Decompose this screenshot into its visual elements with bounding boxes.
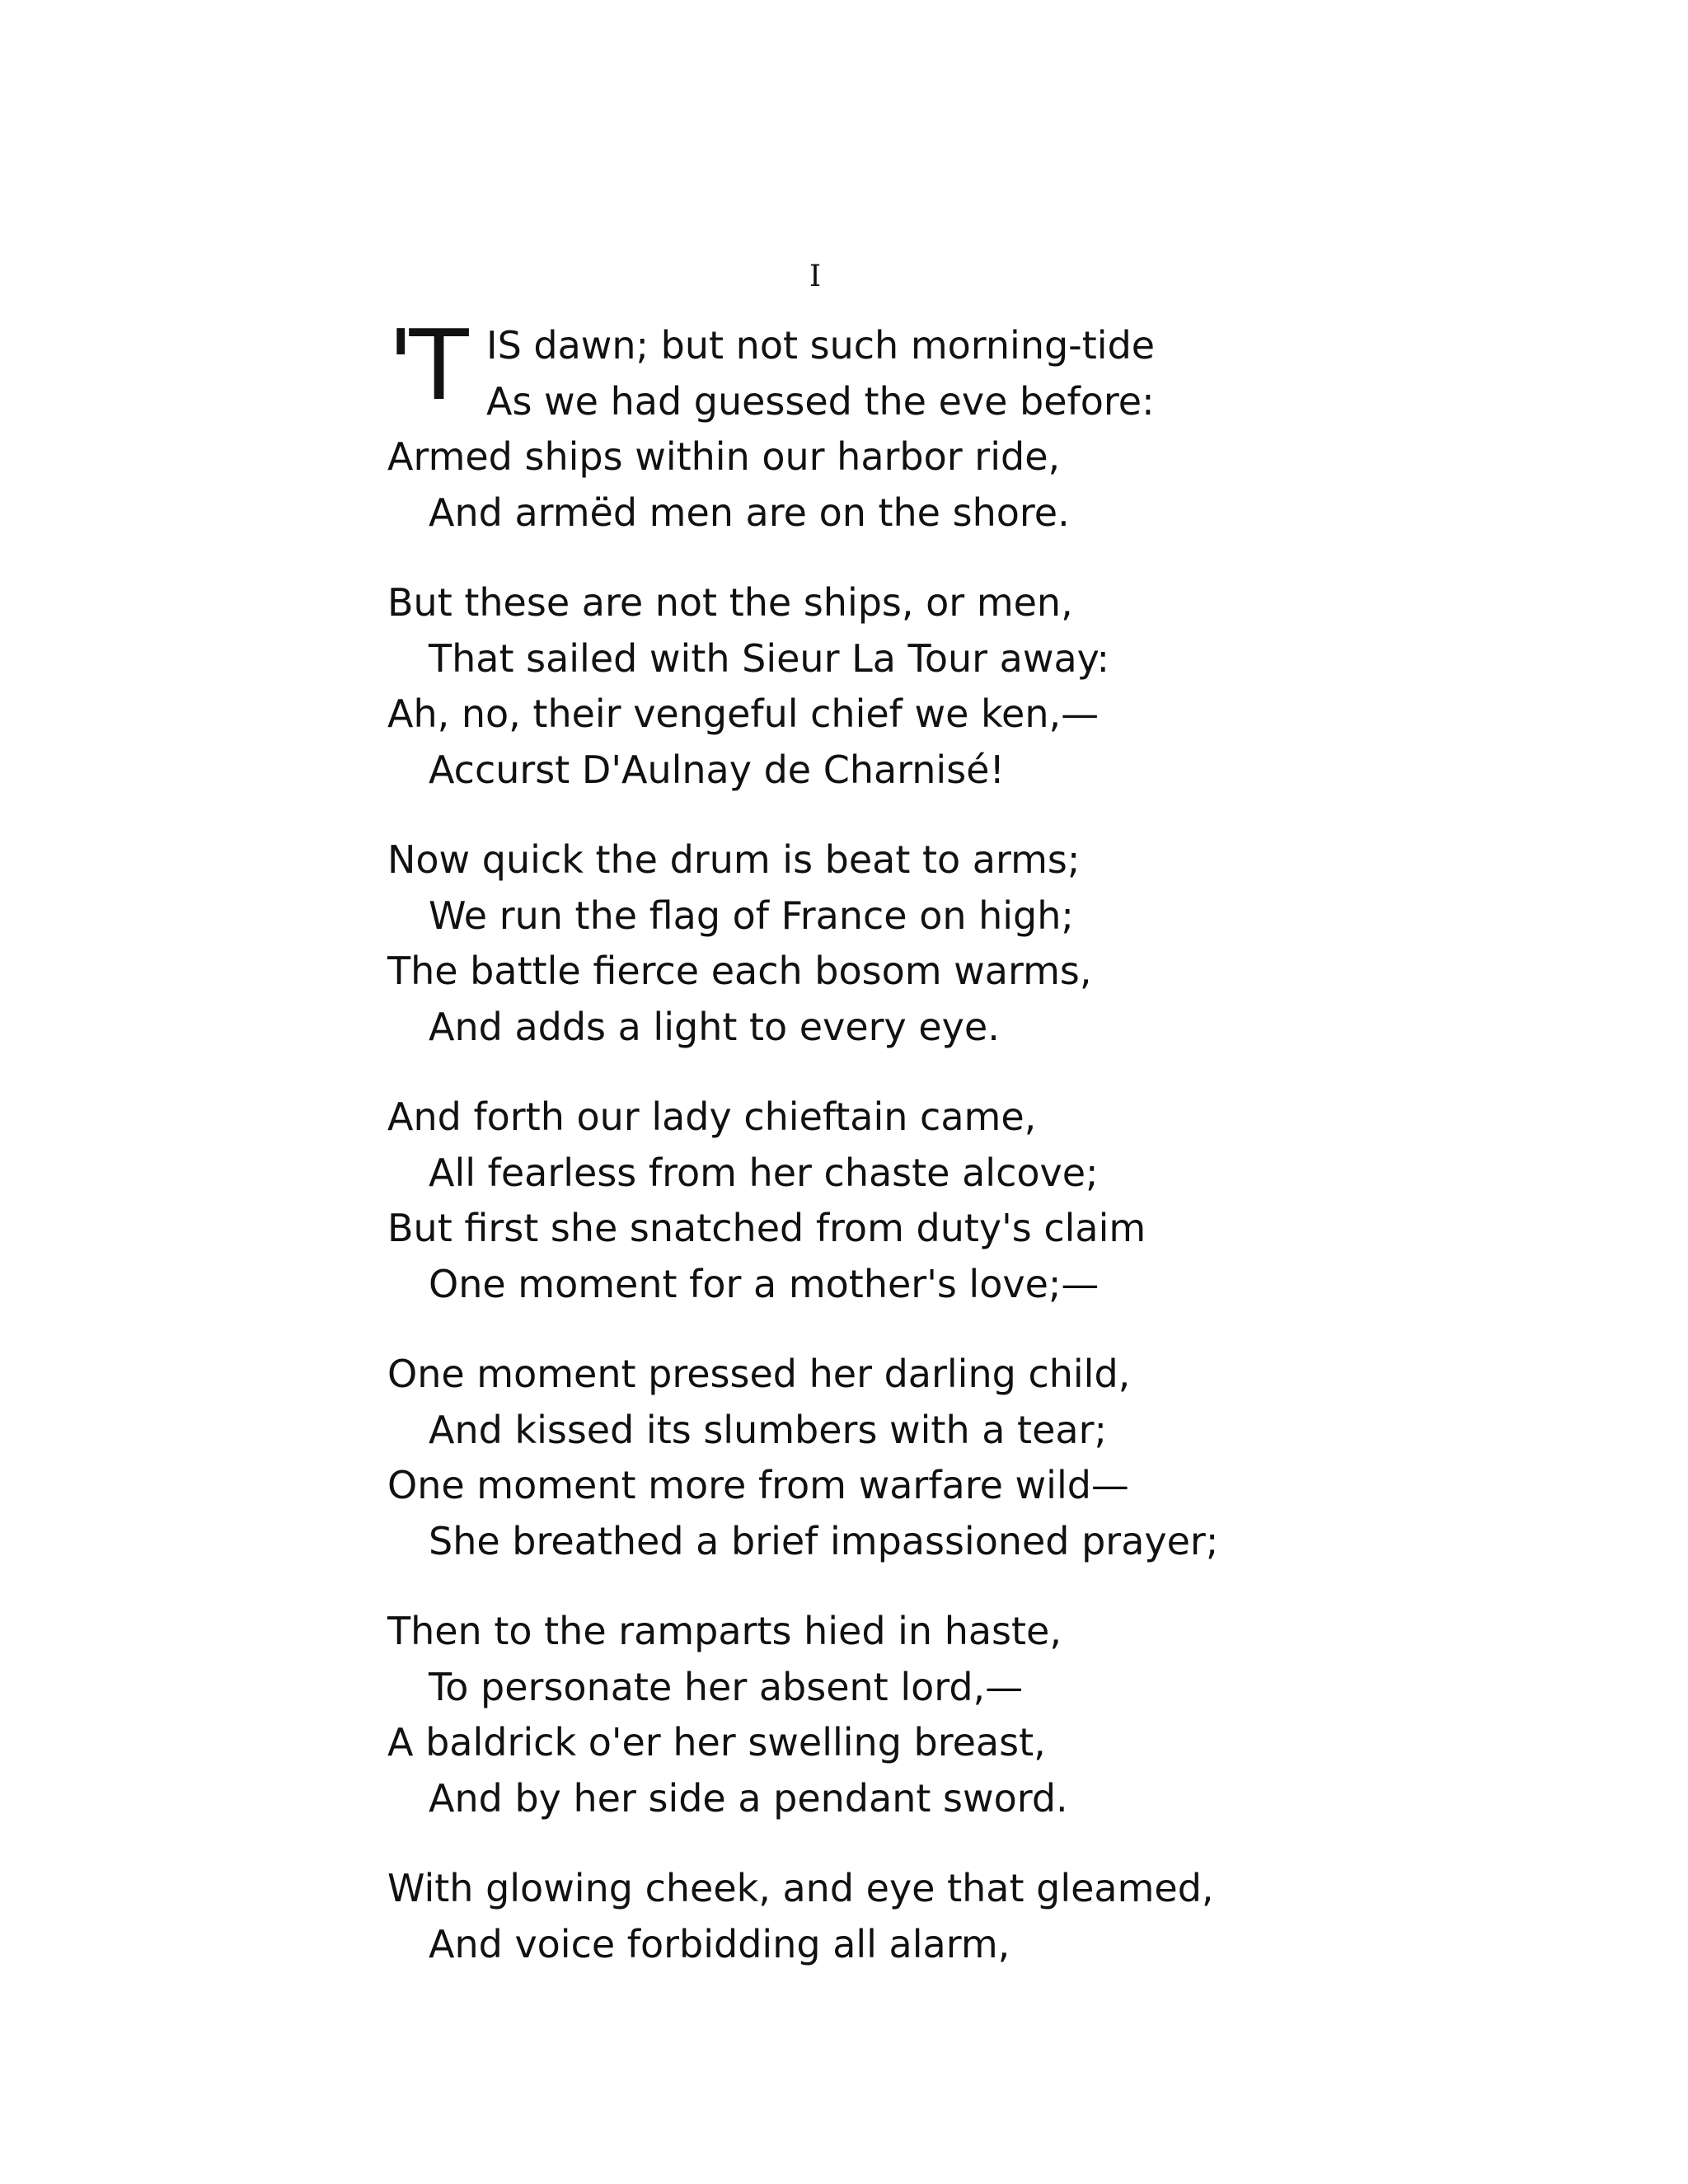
poem-line: And forth our lady chieftain came, (387, 1094, 1037, 1139)
poem-line: And adds a light to every eye. (429, 1004, 1000, 1049)
poem-line: One moment more from warfare wild— (387, 1463, 1129, 1507)
drop-cap: 'T (387, 308, 464, 422)
stanza (387, 575, 1376, 798)
stanza (387, 1090, 1376, 1312)
poem-line: We run the flag of France on high; (429, 893, 1074, 938)
poem-line: As we had guessed the eve before: (486, 378, 1155, 424)
poem-line: A baldrick o'er her swelling breast, (387, 1720, 1046, 1765)
poem-line: One moment pressed her darling child, (387, 1352, 1131, 1396)
poem-line: And kissed its slumbers with a tear; (429, 1407, 1107, 1452)
poem-line: With glowing cheek, and eye that gleamed, (387, 1866, 1214, 1910)
poem-line: The battle fierce each bosom warms, (387, 949, 1092, 993)
stanza (387, 1347, 1376, 1569)
poem-line: To personate her absent lord,— (429, 1664, 1024, 1709)
poem-line: IS dawn; but not such morning-tide (486, 323, 1156, 368)
poem-line: Accurst D'Aulnay de Charnisé! (429, 747, 1005, 792)
poem-line: And by her side a pendant sword. (429, 1775, 1068, 1821)
poem-line: And armëd men are on the shore. (429, 490, 1070, 535)
poem-body (387, 308, 1376, 2007)
stanza (387, 832, 1376, 1055)
stanza (387, 308, 1376, 541)
poem-line: Now quick the drum is beat to arms; (387, 837, 1081, 882)
section-numeral: I (809, 260, 822, 293)
poem-line: Then to the ramparts hied in haste, (387, 1609, 1062, 1653)
poem-line: But first she snatched from duty's claim (387, 1206, 1146, 1250)
poem-line: She breathed a brief impassioned prayer; (429, 1518, 1219, 1563)
poem-line: But these are not the ships, or men, (387, 580, 1073, 625)
poem-line: And voice forbidding all alarm, (429, 1921, 1010, 1966)
poem-line: Armed ships within our harbor ride, (387, 434, 1061, 479)
poem-line: All fearless from her chaste alcove; (429, 1150, 1099, 1195)
poem-line: Ah, no, their vengeful chief we ken,— (387, 691, 1100, 736)
poem-line: That sailed with Sieur La Tour away: (429, 635, 1110, 681)
stanza (387, 1861, 1376, 1972)
poem-line: One moment for a mother's love;— (429, 1261, 1100, 1306)
stanza (387, 1604, 1376, 1826)
